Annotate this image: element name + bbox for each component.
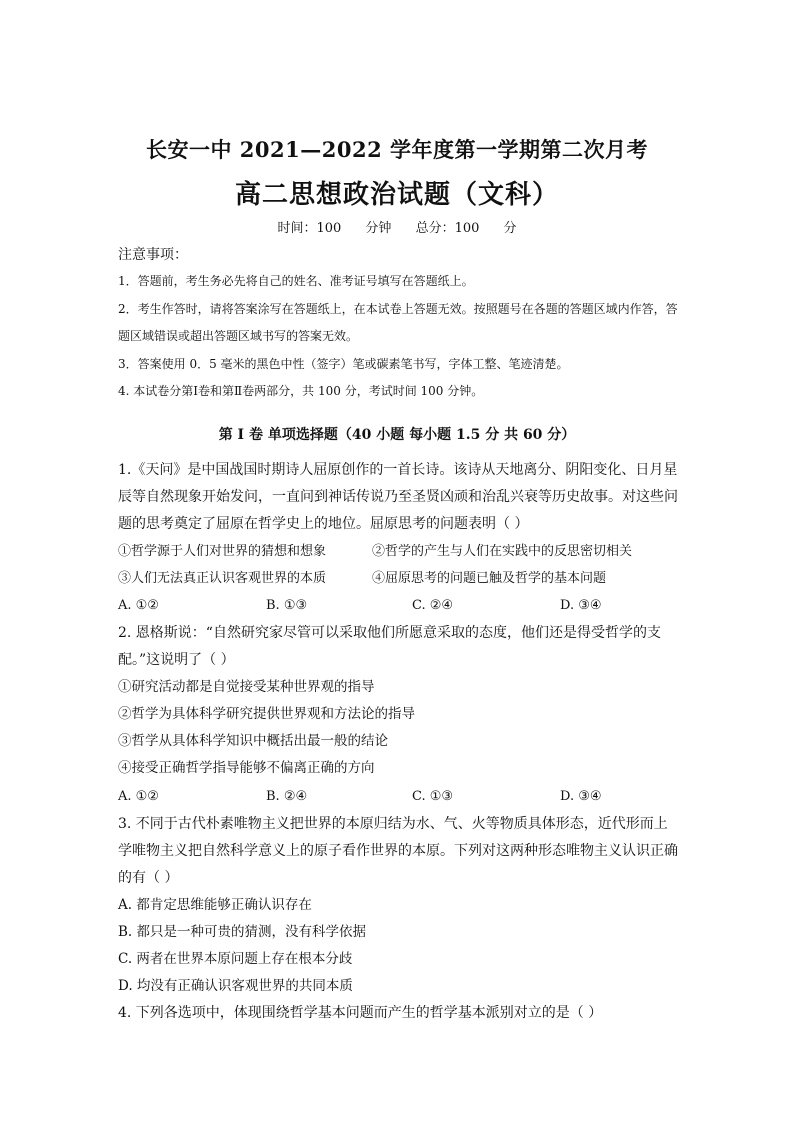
option-a: A. ①② [118, 789, 159, 804]
notice-item: 2．考生作答时，请将答案涂写在答题纸上，在本试卷上答题无效。按照题号在各题的答题区域内作答，答题区域错误或超出答题区域书写的答案无效。 [118, 302, 678, 343]
statement: ③人们无法真正认识客观世界的本质 [118, 571, 327, 586]
statement: ①研究活动都是自觉接受某种世界观的指导 [118, 679, 375, 695]
question-2-options [118, 783, 680, 810]
question-1-options [118, 592, 680, 619]
exam-time-score [0, 217, 794, 236]
option-b: B. ①③ [266, 598, 308, 613]
notice-item: 1．答题前，考生务必先将自己的姓名、准考证号填写在答题纸上。 [118, 274, 474, 288]
option-c: C. ①③ [412, 789, 454, 804]
option-a: A. ①② [118, 598, 159, 613]
statement: ②哲学为具体科学研究提供世界观和方法论的指导 [118, 706, 415, 722]
question-1-statements-row-1 [118, 538, 680, 565]
notice-item: 4. 本试卷分第Ⅰ卷和第Ⅱ卷两部分，共 100 分，考试时间 100 分钟。 [118, 384, 484, 398]
time-info: 时间：100 分钟 [277, 221, 392, 236]
option-b: B. ②④ [266, 789, 308, 804]
option-a: A. 都肯定思维能够正确认识存在 [118, 897, 312, 913]
question-3-stem: 3. 不同于古代朴素唯物主义把世界的本原归结为水、气、火等物质具体形态，近代形而上学唯物主义把自然科学意义上的原子看作世界的本原。下列对这两种形态唯物主义认识正确的有（ ） [118, 816, 678, 886]
option-d: D. ③④ [560, 789, 602, 804]
question-1-stem: 1.《天问》是中国战国时期诗人屈原创作的一首长诗。该诗从天地离分、阴阳变化、日月星辰等自然现象开始发问，一直问到神话传说乃至圣贤凶顽和治乱兴衰等历史故事。对这些问题的思考奠定了屈原在哲学史上的地位。屈原思考的问题表明（ ） [118, 462, 678, 532]
school-title: 长安一中 2021—2022 学年度第一学期第二次月考 [145, 137, 648, 162]
section-title: 第 I 卷 单项选择题（40 小题 每小题 1.5 分 共 60 分） [218, 427, 576, 443]
statement: ①哲学源于人们对世界的猜想和想象 [118, 544, 327, 559]
notice-heading: 注意事项： [118, 247, 188, 263]
statement: ④接受正确哲学指导能够不偏离正确的方向 [118, 760, 375, 776]
exam-title: 高二思想政治试题（文科） [234, 180, 559, 210]
notice-item: 3．答案使用 0．5 毫米的黑色中性（签字）笔或碳素笔书写，字体工整、笔迹清楚。 [118, 357, 569, 371]
statement: ④屈原思考的问题已触及哲学的基本问题 [372, 571, 607, 586]
question-4-stem: 4. 下列各选项中，体现围绕哲学基本问题而产生的哲学基本派别对立的是（ ） [118, 1005, 603, 1021]
option-d: D. ③④ [560, 598, 602, 613]
statement: ②哲学的产生与人们在实践中的反思密切相关 [372, 544, 633, 559]
option-d: D. 均没有正确认识客观世界的共同本质 [118, 978, 353, 994]
option-c: C. 两者在世界本原问题上存在根本分歧 [118, 951, 353, 967]
option-b: B. 都只是一种可贵的猜测，没有科学依据 [118, 924, 367, 940]
question-2-stem: 2. 恩格斯说：“自然研究家尽管可以采取他们所愿意采取的态度，他们还是得受哲学的支配。”这说明了（ ） [118, 625, 661, 668]
option-c: C. ②④ [412, 598, 454, 613]
statement: ③哲学从具体科学知识中概括出最一般的结论 [118, 733, 388, 749]
score-info: 总分：100 分 [415, 221, 517, 236]
question-1-statements-row-2 [118, 565, 680, 592]
